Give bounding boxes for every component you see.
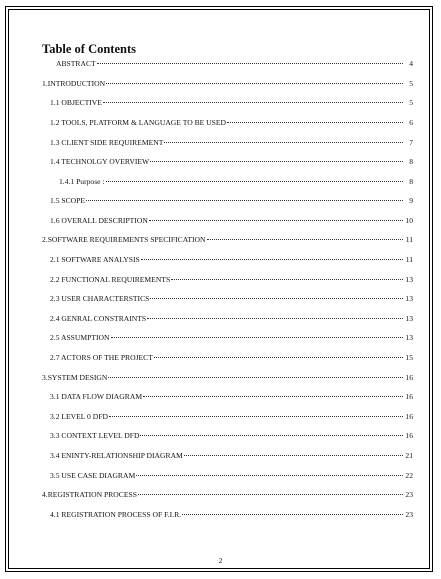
toc-entry-page: 22 <box>405 471 413 480</box>
toc-entry-page: 21 <box>405 451 413 460</box>
toc-entry[interactable] <box>50 97 413 109</box>
toc-entry-page: 16 <box>405 392 413 401</box>
toc-entry-label: 3.2 LEVEL 0 DFD <box>50 412 108 421</box>
toc-dot-leader <box>207 239 404 240</box>
toc-entry[interactable] <box>50 313 413 325</box>
toc-entry[interactable] <box>42 372 413 384</box>
toc-entry-label: 1.2 TOOLS, PLATFORM & LANGUAGE TO BE USED <box>50 118 227 127</box>
toc-entry[interactable] <box>50 254 413 266</box>
toc-entry-label: 4.1 REGISTRATION PROCESS OF F.I.R. <box>50 510 182 519</box>
toc-entry[interactable] <box>42 234 413 246</box>
toc-entry-page: 9 <box>409 196 413 205</box>
toc-entry-label: 3.5 USE CASE DIAGRAM <box>50 471 136 480</box>
toc-entry-label: 3.1 DATA FLOW DIAGRAM <box>50 392 143 401</box>
footer-page-number: 2 <box>218 556 223 565</box>
toc-dot-leader <box>164 142 403 143</box>
toc-dot-leader <box>136 475 403 476</box>
toc-entry[interactable] <box>50 274 413 286</box>
toc-entry[interactable] <box>50 293 413 305</box>
toc-entry-label: 1.3 CLIENT SIDE REQUIREMENT <box>50 138 164 147</box>
toc-entry[interactable] <box>50 450 413 462</box>
toc-entry-label: 3.3 CONTEXT LEVEL DFD <box>50 431 140 440</box>
toc-entry[interactable] <box>50 215 413 227</box>
toc-entry-label: 2.3 USER CHARACTERSTICS <box>50 294 150 303</box>
toc-entry-page: 6 <box>409 118 413 127</box>
toc-entry-label: 1.4.1 Purpose : <box>59 177 105 186</box>
toc-entry[interactable] <box>50 391 413 403</box>
toc-entry[interactable] <box>59 176 413 188</box>
toc-dot-leader <box>103 102 403 103</box>
toc-entry-label: 2.7 ACTORS OF THE PROJECT <box>50 353 153 362</box>
toc-entry-page: 16 <box>405 412 413 421</box>
toc-entry-label: 2.SOFTWARE REQUIREMENTS SPECIFICATION <box>42 235 206 244</box>
toc-entry[interactable] <box>50 156 413 168</box>
toc-entry-page: 16 <box>405 431 413 440</box>
toc-dot-leader <box>227 122 403 123</box>
toc-dot-leader <box>149 220 403 221</box>
toc-dot-leader <box>141 259 403 260</box>
toc-dot-leader <box>138 494 403 495</box>
toc-dot-leader <box>154 357 403 358</box>
toc-dot-leader <box>150 298 403 299</box>
toc-entry[interactable] <box>56 58 413 70</box>
toc-entry-page: 10 <box>405 216 413 225</box>
toc-entry-page: 8 <box>409 157 413 166</box>
toc-entry-label: ABSTRACT <box>56 59 96 68</box>
toc-entry[interactable] <box>50 509 413 521</box>
toc-entry-label: 2.2 FUNCTIONAL REQUIREMENTS <box>50 275 171 284</box>
toc-dot-leader <box>143 396 403 397</box>
toc-entry[interactable] <box>42 489 413 501</box>
toc-dot-leader <box>171 279 403 280</box>
toc-entry-label: 2.4 GENRAL CONSTRAINTS <box>50 314 147 323</box>
toc-dot-leader <box>182 514 403 515</box>
toc-entry-label: 1.INTRODUCTION <box>42 79 106 88</box>
toc-dot-leader <box>140 435 403 436</box>
toc-dot-leader <box>109 416 403 417</box>
toc-heading: Table of Contents <box>42 42 136 56</box>
toc-entry[interactable] <box>42 78 413 90</box>
toc-entry-page: 13 <box>405 294 413 303</box>
toc-entry-label: 1.5 SCOPE <box>50 196 86 205</box>
toc-entry[interactable] <box>50 195 413 207</box>
toc-entry-label: 1.4 TECHNOLGY OVERVIEW <box>50 157 150 166</box>
toc-entry-page: 5 <box>409 98 413 107</box>
toc-entry-page: 8 <box>409 177 413 186</box>
toc-dot-leader <box>106 181 403 182</box>
toc-entry-page: 11 <box>405 235 413 244</box>
toc-entry[interactable] <box>50 352 413 364</box>
toc-dot-leader <box>86 200 403 201</box>
toc-entry-page: 13 <box>405 333 413 342</box>
toc-entry-label: 3.4 ENINTY-RELATIONSHIP DIAGRAM <box>50 451 183 460</box>
toc-dot-leader <box>184 455 403 456</box>
toc-entry[interactable] <box>50 117 413 129</box>
toc-dot-leader <box>111 337 404 338</box>
toc-dot-leader <box>106 83 403 84</box>
toc-entry-page: 4 <box>409 59 413 68</box>
toc-entry-page: 23 <box>405 490 413 499</box>
toc-entry[interactable] <box>50 430 413 442</box>
toc-entry[interactable] <box>50 411 413 423</box>
toc-entry-page: 13 <box>405 275 413 284</box>
toc-entry-label: 2.5 ASSUMPTION <box>50 333 110 342</box>
toc-entry-page: 16 <box>405 373 413 382</box>
toc-entry-label: 3.SYSTEM DESIGN <box>42 373 108 382</box>
toc-entry-page: 5 <box>409 79 413 88</box>
toc-entry-label: 4.REGISTRATION PROCESS <box>42 490 137 499</box>
toc-entry[interactable] <box>50 332 413 344</box>
toc-entry-page: 15 <box>405 353 413 362</box>
toc-entry-page: 11 <box>405 255 413 264</box>
toc-entry-page: 13 <box>405 314 413 323</box>
toc-entry-page: 7 <box>409 138 413 147</box>
toc-dot-leader <box>108 377 403 378</box>
toc-dot-leader <box>97 63 403 64</box>
toc-entry-label: 2.1 SOFTWARE ANALYSIS <box>50 255 140 264</box>
toc-entry[interactable] <box>50 137 413 149</box>
toc-entry-page: 23 <box>405 510 413 519</box>
toc-entry-label: 1.1 OBJECTIVE <box>50 98 102 107</box>
toc-entry[interactable] <box>50 470 413 482</box>
toc-entry-label: 1.6 OVERALL DESCRIPTION <box>50 216 148 225</box>
toc-dot-leader <box>150 161 403 162</box>
toc-dot-leader <box>147 318 403 319</box>
